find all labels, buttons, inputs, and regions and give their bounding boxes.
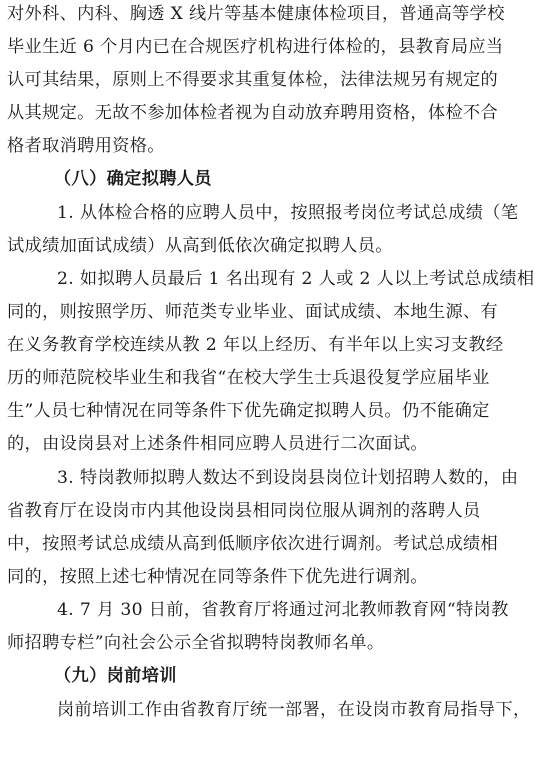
text-line: 毕业生近 6 个月内已在合规医疗机构进行体检的，县教育局应当 bbox=[7, 37, 504, 57]
text-line: 从其规定。无故不参加体检者视为自动放弃聘用资格，体检不合 bbox=[7, 103, 499, 123]
text-line: 中，按照考试总成绩从高到低顺序依次进行调剂。考试总成绩相 bbox=[7, 534, 499, 554]
text-line: 的，由设岗县对上述条件相同应聘人员进行二次面试。 bbox=[7, 434, 428, 454]
section-heading: （九）岗前培训 bbox=[54, 666, 177, 686]
text-line: 格者取消聘用资格。 bbox=[7, 136, 165, 156]
text-line: 4. 7 月 30 日前，省教育厅将通过河北教师教育网“特岗教 bbox=[57, 600, 509, 620]
text-line: 同的，按照上述七种情况在同等条件下优先进行调剂。 bbox=[7, 567, 428, 587]
text-line: 省教育厅在设岗市内其他设岗县相同岗位服从调剂的落聘人员 bbox=[7, 501, 481, 521]
text-line: 同的，则按照学历、师范类专业毕业、面试成绩、本地生源、有 bbox=[7, 302, 499, 322]
text-line: 在义务教育学校连续从教 2 年以上经历、有半年以上实习支教经 bbox=[7, 335, 504, 355]
section-heading: （八）确定拟聘人员 bbox=[54, 169, 212, 189]
text-line: 岗前培训工作由省教育厅统一部署，在设岗市教育局指导下， bbox=[57, 700, 531, 720]
text-line: 历的师范院校毕业生和我省“在校大学生士兵退役复学应届毕业 bbox=[7, 368, 490, 388]
text-line: 试成绩加面试成绩）从高到低依次确定拟聘人员。 bbox=[7, 236, 393, 256]
text-line: 2. 如拟聘人员最后 1 名出现有 2 人或 2 人以上考试总成绩相 bbox=[57, 269, 535, 289]
text-line: 对外科、内科、胸透 X 线片等基本健康体检项目，普通高等学校 bbox=[7, 4, 505, 24]
text-line: 3. 特岗教师拟聘人数达不到设岗县岗位计划招聘人数的，由 bbox=[57, 468, 519, 488]
text-line: 师招聘专栏”向社会公示全省拟聘特岗教师名单。 bbox=[7, 633, 385, 653]
text-line: 认可其结果，原则上不得要求其重复体检，法律法规另有规定的 bbox=[7, 70, 499, 90]
text-line: 1. 从体检合格的应聘人员中，按照报考岗位考试总成绩（笔 bbox=[57, 203, 519, 223]
text-line: 生”人员七种情况在同等条件下优先确定拟聘人员。仍不能确定 bbox=[7, 401, 490, 421]
